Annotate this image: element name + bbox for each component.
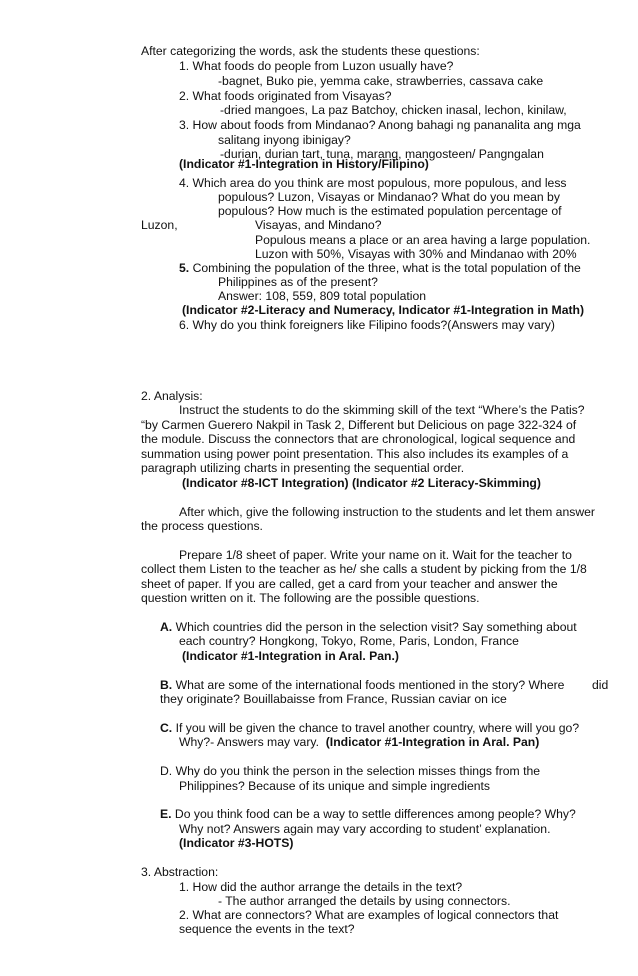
indicator-2: (Indicator #2-Literacy and Numeracy, Indicator #1-Integration in Math) (182, 303, 585, 317)
abstraction-a1: - The author arranged the details by using connectors. (218, 894, 511, 908)
question-5-number: 5. (179, 261, 190, 275)
indicator-3: (Indicator #8-ICT Integration) (Indicator #2 Literacy-Skimming) (182, 476, 541, 490)
answer-2: -dried mangoes, La paz Batchoy, chicken inasal, lechon, kinilaw, (220, 103, 567, 117)
item-c (160, 721, 579, 736)
abstraction-heading: 3. Abstraction: (141, 865, 219, 879)
question-4-luzon: Luzon, (141, 218, 178, 232)
after-line-2: the process questions. (141, 519, 263, 533)
analysis-line-5: paragraph utilizing charts in presenting the sequential order. (141, 461, 465, 475)
item-c-cont (179, 735, 539, 750)
answer-4-cont: Luzon with 50%, Visayas with 30% and Mindanao with 20% (255, 247, 577, 261)
item-b-did: did (592, 678, 609, 692)
answer-3: -durian, durian tart, tuna, marang, mangosteen/ Pangngalan (220, 147, 544, 161)
question-4-cont-2: populous? How much is the estimated population percentage of (218, 204, 562, 218)
answer-5: Answer: 108, 559, 809 total population (218, 289, 427, 303)
question-1: 1. What foods do people from Luzon usually have? (179, 59, 454, 73)
after-line-1: After which, give the following instruction to the students and let them answer (179, 505, 595, 519)
abstraction-q2: 2. What are connectors? What are examples of logical connectors that (179, 908, 559, 922)
indicator-1: (Indicator #1-Integration in History/Filipino) (179, 157, 429, 171)
item-a-label: A. (160, 620, 173, 634)
item-c-text: If you will be given the chance to travel another country, where will you go? (175, 721, 580, 735)
item-e-text: Do you think food can be a way to settle differences among people? Why? (174, 807, 576, 821)
item-a-indicator: (Indicator #1-Integration in Aral. Pan.) (182, 649, 399, 663)
item-e-cont: Why not? Answers again may vary according to student’ explanation. (179, 822, 551, 836)
question-3-cont: salitang inyong ibinigay? (218, 133, 351, 147)
question-4-cont-1: populous? Luzon, Visayas or Mindanao? What do you mean by (218, 190, 560, 204)
item-a-cont: each country? Hongkong, Tokyo, Rome, Paris, London, France (179, 634, 519, 648)
abstraction-q2-cont: sequence the events in the text? (179, 922, 355, 936)
question-5 (179, 261, 581, 276)
intro-text: After categorizing the words, ask the students these questions: (141, 44, 480, 58)
item-e-indicator: (Indicator #3-HOTS) (179, 836, 294, 850)
prepare-line-3: sheet of paper. If you are called, get a card from your teacher and answer the (141, 577, 558, 591)
item-b (160, 678, 564, 693)
question-6: 6. Why do you think foreigners like Filipino foods?(Answers may vary) (179, 318, 555, 332)
item-d: D. Why do you think the person in the selection misses things from the (160, 764, 541, 778)
question-4: 4. Which area do you think are most populous, more populous, and less (179, 176, 567, 190)
item-e-label: E. (160, 807, 172, 821)
item-b-label: B. (160, 678, 173, 692)
question-3: 3. How about foods from Mindanao? Anong bahagi ng pananalita ang mga (179, 118, 581, 132)
item-b-text: What are some of the international foods mentioned in the story? Where (175, 678, 565, 692)
prepare-line-1: Prepare 1/8 sheet of paper. Write your name on it. Wait for the teacher to (179, 548, 572, 562)
prepare-line-4: question written on it. The following are the possible questions. (141, 591, 480, 605)
item-b-cont: they originate? Bouillabaisse from France, Russian caviar on ice (160, 692, 507, 706)
answer-4: Populous means a place or an area having a large population. (255, 233, 591, 247)
analysis-heading: 2. Analysis: (141, 389, 203, 403)
question-5-cont: Philippines as of the present? (218, 275, 378, 289)
question-4-cont-3: Visayas, and Mindano? (255, 218, 382, 232)
analysis-line-4: summation using power point presentation. This also includes its examples of a (141, 447, 569, 461)
item-a-text: Which countries did the person in the selection visit? Say something about (175, 620, 577, 634)
answer-1: -bagnet, Buko pie, yemma cake, strawberries, cassava cake (218, 74, 544, 88)
analysis-line-3: the module. Discuss the connectors that are chronological, logical sequence and (141, 432, 576, 446)
question-2: 2. What foods originated from Visayas? (179, 89, 392, 103)
analysis-line-2: “by Carmen Guerero Nakpil in Task 2, Different but Delicious on page 322-324 of (141, 418, 577, 432)
analysis-line-1: Instruct the students to do the skimming skill of the text “Where’s the Patis? (179, 403, 585, 417)
prepare-line-2: collect them Listen to the teacher as he/ she calls a student by picking from the 1/8 (141, 562, 587, 576)
item-c-label: C. (160, 721, 173, 735)
item-e (160, 807, 576, 822)
item-a (160, 620, 577, 635)
item-c-answer: Why?- Answers may vary. (179, 735, 319, 749)
item-c-indicator: (Indicator #1-Integration in Aral. Pan) (325, 735, 540, 749)
item-d-cont: Philippines? Because of its unique and simple ingredients (179, 779, 490, 793)
question-5-text: Combining the population of the three, what is the total population of the (192, 261, 581, 275)
abstraction-q1: 1. How did the author arrange the details in the text? (179, 880, 463, 894)
